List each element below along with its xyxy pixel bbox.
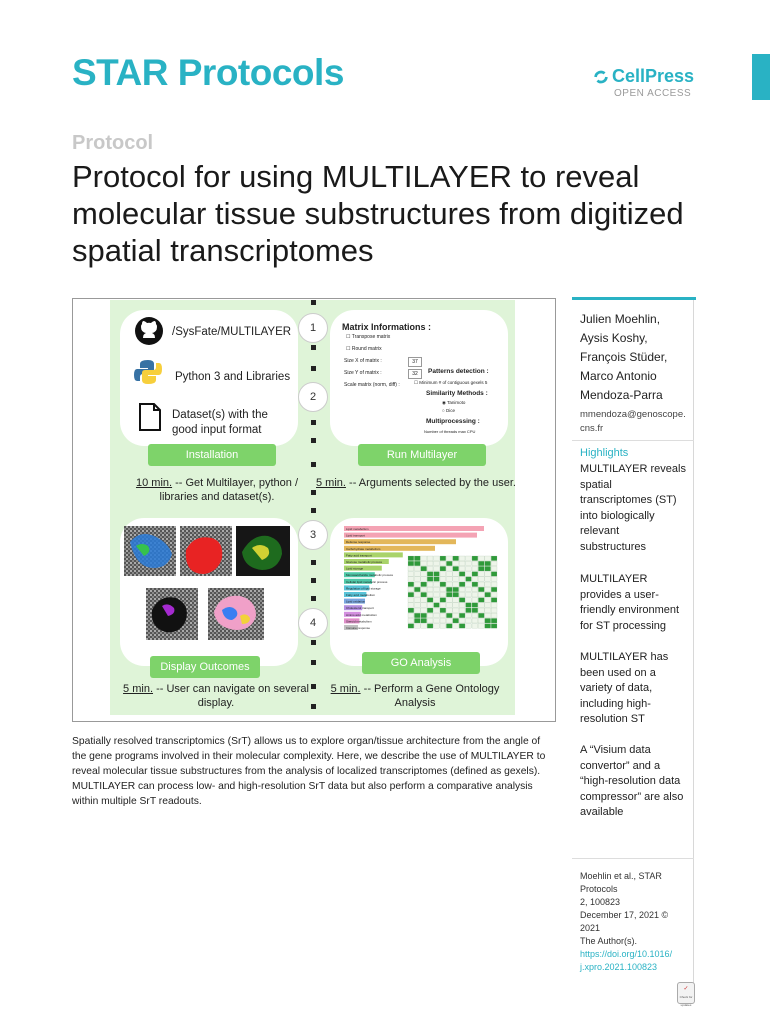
heatmap-cell [453,603,459,608]
heatmap-cell [491,592,497,597]
heatmap-cell [427,598,433,603]
heatmap-cell [434,592,440,597]
heatmap-cell [466,613,472,618]
heatmap-cell [421,561,427,566]
timeline-dot [311,462,316,467]
journal-logo: STAR Protocols [72,52,344,93]
heatmap-cell [491,566,497,571]
go-term-label: Lipid metabolism [346,527,369,531]
threads-label: Number of threads max CPU [424,429,476,434]
heatmap-cell [408,572,414,577]
heatmap-cell [472,598,478,603]
heatmap-cell [434,566,440,571]
heatmap-cell [414,582,420,587]
heatmap-cell [485,582,491,587]
heatmap-cell [472,592,478,597]
go-term-label: Amino acid metabolism [346,612,378,617]
heatmap-cell [427,618,433,623]
doi-link[interactable]: j.xpro.2021.100823 [580,962,658,972]
highlight-3: MULTILAYER has been used on a variety of data, including high- resolution ST [580,651,669,725]
heatmap-cell [408,618,414,623]
heatmap-cell [478,603,484,608]
heatmap-cell [440,577,446,582]
author: Marco Antonio [580,369,657,383]
heatmap-cell [440,603,446,608]
heatmap-cell [421,598,427,603]
heatmap-cell [414,577,420,582]
timeline-dot [311,560,316,565]
heatmap-cell [453,613,459,618]
heatmap-cell [478,582,484,587]
heatmap-cell [440,572,446,577]
heatmap-cell [466,624,472,629]
timeline-dot [311,508,316,513]
heatmap-cell [414,608,420,613]
heatmap-cell [491,561,497,566]
heatmap-cell [466,587,472,592]
brand-bar [752,54,770,100]
publisher-logo [592,66,694,87]
heatmap-cell [414,603,420,608]
display-label: Display Outcomes [150,656,260,678]
heatmap-cell [472,587,478,592]
heatmap-cell [478,618,484,623]
heatmap-cell [459,624,465,629]
heatmap-cell [440,556,446,561]
heatmap-cell [485,624,491,629]
heatmap-cell [485,566,491,571]
corresponding-email[interactable] [580,408,690,436]
heatmap-cell [466,556,472,561]
cellpress-icon [592,68,610,86]
heatmap-cell [466,618,472,623]
opt-round: ☐ Round matrix [346,346,382,352]
heatmap-cell [434,577,440,582]
heatmap-cell [491,613,497,618]
heatmap-cell [453,608,459,613]
heatmap-cell [459,603,465,608]
heatmap-cell [472,572,478,577]
step-3: 3 [298,520,328,550]
author: Aysis Koshy, [580,331,648,345]
article-type: Protocol [72,132,154,154]
heatmap-cell [446,582,452,587]
go-term-label: Defense response [346,540,371,545]
heatmap-cell [427,577,433,582]
install-caption: 10 min. -- Get Multilayer, python / libraries and dataset(s). [135,477,298,503]
heatmap-cell [459,572,465,577]
heatmap-cell [472,608,478,613]
heatmap-cell [427,603,433,608]
heatmap-cell [491,603,497,608]
heatmap-cell [472,613,478,618]
heatmap-cell [434,572,440,577]
min-gexels-label: ☐ Minimum # of contiguous gexels 5 [414,380,488,385]
tissue-maps [122,522,294,644]
heatmap-cell [478,598,484,603]
heatmap-cell [408,561,414,566]
heatmap-cell [453,566,459,571]
heatmap-cell [446,556,452,561]
heatmap-cell [459,613,465,618]
heatmap-cell [459,566,465,571]
heatmap-cell [446,624,452,629]
heatmap-cell [421,592,427,597]
installation-label: Installation [148,444,276,466]
heatmap-cell [453,577,459,582]
heatmap-cell [421,613,427,618]
heatmap-cell [408,598,414,603]
heatmap-cell [427,566,433,571]
opt-dice: ○ Dice [442,408,455,413]
heatmap-cell [446,613,452,618]
repo-label: /SysFate/MULTILAYER [172,326,292,338]
heatmap-cell [459,577,465,582]
heatmap-cell [446,618,452,623]
timeline-dot [311,660,316,665]
abstract: Spatially resolved transcriptomics (SrT) allows us to explore organ/tissue architecture from the angle of the gene programs involved in their molecular complexity. Here, we describe the use of MULTILAYER to reveal molecular tissue substructures from the analysis of localized transcriptomes (defined as gexels). MULTILAYER can process low- and high-resolution SrT data but also perform a comparative analysis within multiple SrT readouts. [72,736,546,807]
heatmap-cell [408,577,414,582]
author: Julien Moehlin, [580,312,661,326]
heatmap-cell [485,587,491,592]
heatmap-cell [485,577,491,582]
opt-tanimoto: ◉ Tanimoto [442,400,466,405]
heatmap-cell [478,592,484,597]
dataset-label-1: Dataset(s) with the [172,409,268,421]
heatmap-cell [466,608,472,613]
python-label: Python 3 and Libraries [175,371,291,383]
go-term-label: Lipid storage [346,566,364,571]
heatmap-cell [434,608,440,613]
size-y-label: Size Y of matrix : [344,370,382,376]
heatmap-cell [446,561,452,566]
heatmap-cell [434,587,440,592]
run-caption: 5 min. -- Arguments selected by the user. [316,477,516,489]
heatmap-cell [421,566,427,571]
heatmap-cell [414,598,420,603]
heatmap-cell [421,618,427,623]
heatmap-cell [414,592,420,597]
go-term-label: Lipid transport [346,533,366,538]
heatmap-cell [491,608,497,613]
heatmap-cell [427,561,433,566]
author: François Stüder, [580,350,668,364]
heatmap-cell [466,572,472,577]
go-term-label: Fatty acid metabolism [346,593,376,597]
heatmap-cell [421,587,427,592]
timeline-dot [311,345,316,350]
size-x-field: 37 [408,357,422,367]
heatmap-cell [446,566,452,571]
heatmap-cell [440,624,446,629]
heatmap-cell [421,577,427,582]
author-list [580,310,667,405]
heatmap-cell [472,618,478,623]
heatmap-cell [408,556,414,561]
multiprocessing-title: Multiprocessing : [426,418,480,425]
heatmap-cell [459,561,465,566]
heatmap-cell [453,618,459,623]
timeline-dot [311,366,316,371]
heatmap-cell [440,566,446,571]
heatmap-cell [440,561,446,566]
heatmap-cell [478,624,484,629]
heatmap-cell [414,618,420,623]
heatmap-cell [421,582,427,587]
heatmap-cell [466,598,472,603]
heatmap-cell [414,572,420,577]
heatmap-cell [408,613,414,618]
heatmap-cell [485,572,491,577]
sidebar-divider [572,440,694,441]
heatmap-cell [421,572,427,577]
heatmap-cell [408,566,414,571]
heatmap-cell [414,566,420,571]
heatmap-cell [485,618,491,623]
heatmap-cell [434,613,440,618]
heatmap-cell [446,577,452,582]
heatmap-cell [459,598,465,603]
sidebar-side-rule [693,300,694,1000]
timeline-dot [311,490,316,495]
heatmap-cell [459,582,465,587]
heatmap-cell [472,561,478,566]
opt-transpose: ☐ Transpose matrix [346,334,391,340]
heatmap-cell [414,624,420,629]
heatmap-cell [491,598,497,603]
heatmap-cell [453,598,459,603]
timeline-dot [311,420,316,425]
heatmap-cell [434,603,440,608]
heatmap-cell [466,603,472,608]
heatmap-cell [466,566,472,571]
go-enrichment-chart [340,522,502,640]
heatmap-cell [414,556,420,561]
heatmap-cell [414,613,420,618]
heatmap-cell [478,577,484,582]
heatmap-cell [472,624,478,629]
heatmap-cell [453,624,459,629]
check-for-updates-badge[interactable]: ✓ Check for updates [677,982,695,1004]
highlights-title: Highlights [580,447,629,459]
heatmap-cell [459,608,465,613]
heatmap-cell [408,587,414,592]
heatmap-cell [485,603,491,608]
step-4: 4 [298,608,328,638]
heatmap-cell [459,587,465,592]
heatmap-cell [485,598,491,603]
heatmap-cell [427,572,433,577]
run-label: Run Multilayer [358,444,486,466]
heatmap-cell [421,556,427,561]
file-icon [138,402,162,432]
python-icon [134,358,162,386]
doi-link[interactable]: https://doi.org/10.1016/ [580,949,673,959]
heatmap-cell [414,561,420,566]
heatmap-cell [472,556,478,561]
heatmap-cell [414,587,420,592]
matrix-info-title: Matrix Informations : [342,322,432,332]
dataset-label-2: good input format [172,424,262,436]
similarity-title: Similarity Methods : [426,390,488,397]
heatmap-cell [453,587,459,592]
heatmap-cell [427,624,433,629]
heatmap-cell [440,587,446,592]
go-caption: 5 min. -- Perform a Gene Ontology Analysis [330,683,500,709]
author: Mendoza-Parra [580,388,663,402]
highlight-2: MULTILAYER provides a user- friendly environment for ST processing [580,573,680,632]
heatmap-cell [427,582,433,587]
heatmap-cell [472,603,478,608]
go-term-label: Monosaccharide metabolic process [346,573,394,578]
timeline-dot [311,596,316,601]
heatmap-cell [453,556,459,561]
heatmap-cell [440,613,446,618]
timeline-dot [311,300,316,305]
heatmap-cell [485,592,491,597]
size-y-field: 32 [408,369,422,379]
heatmap-cell [491,624,497,629]
heatmap-cell [446,587,452,592]
heatmap-cell [446,592,452,597]
heatmap-cell [459,592,465,597]
heatmap-cell [478,587,484,592]
heatmap-cell [485,556,491,561]
heatmap-cell [440,582,446,587]
open-access-label: OPEN ACCESS [614,88,692,99]
heatmap-cell [478,566,484,571]
go-term-label: Steroid metabolism [346,619,372,624]
heatmap-cell [478,608,484,613]
heatmap-cell [446,603,452,608]
heatmap-cell [491,556,497,561]
heatmap-cell [485,608,491,613]
heatmap-cell [478,561,484,566]
heatmap-cell [434,624,440,629]
heatmap-cell [408,624,414,629]
heatmap-cell [440,618,446,623]
go-term-label: Regulation of lipid storage [346,586,381,591]
heatmap-cell [478,556,484,561]
timeline-dot [311,640,316,645]
display-caption: 5 min. -- User can navigate on several display. [123,683,309,709]
size-x-label: Size X of matrix : [344,358,382,364]
highlight-1: MULTILAYER reveals spatial transcriptomes (ST) into biologically relevant substructures [580,463,686,553]
heatmap-cell [453,572,459,577]
heatmap-cell [408,603,414,608]
sidebar-top-rule [572,297,696,300]
heatmap-cell [459,618,465,623]
heatmap-cell [466,577,472,582]
heatmap-cell [408,608,414,613]
heatmap-cell [421,624,427,629]
heatmap-cell [485,561,491,566]
email-line: mmendoza@genoscope. [580,409,686,420]
heatmap-cell [472,566,478,571]
heatmap-cell [446,608,452,613]
go-term-label: Cholesterol transport [346,606,374,611]
scale-label: Scale matrix (norm, diff) : [344,382,400,388]
heatmap-cell [440,598,446,603]
heatmap-cell [421,603,427,608]
heatmap-cell [453,592,459,597]
go-term-label: Immune response [346,626,371,630]
heatmap-cell [491,572,497,577]
heatmap-cell [491,577,497,582]
heatmap-cell [434,582,440,587]
heatmap-cell [440,592,446,597]
heatmap-cell [453,582,459,587]
heatmap-cell [472,577,478,582]
heatmap-cell [427,613,433,618]
heatmap-cell [427,556,433,561]
patterns-title: Patterns detection : [428,368,489,375]
heatmap-cell [434,618,440,623]
github-icon [134,316,164,346]
heatmap-cell [434,556,440,561]
heatmap-cell [491,582,497,587]
timeline-dot [311,684,316,689]
heatmap-cell [466,582,472,587]
heatmap-cell [472,582,478,587]
heatmap-cell [478,613,484,618]
heatmap-cell [466,592,472,597]
publisher-name: CellPress [612,66,695,86]
heatmap-cell [485,613,491,618]
go-term-label: Lipid oxidation [346,599,366,604]
heatmap-cell [491,618,497,623]
heatmap-cell [434,561,440,566]
heatmap-cell [446,572,452,577]
heatmap-cell [421,608,427,613]
article-title: Protocol for using MULTILAYER to reveal molecular tissue substructures from digitized spatial transcriptomes [72,159,684,268]
heatmap-cell [491,587,497,592]
heatmap-cell [440,608,446,613]
heatmap-cell [427,587,433,592]
go-term-label: Carbohydrate metabolism [346,546,381,551]
timeline-dot [311,578,316,583]
timeline-dot [311,704,316,709]
heatmap-cell [434,598,440,603]
go-term-label: Glucose metabolic process [346,560,383,564]
heatmap-cell [427,608,433,613]
timeline-dot [311,438,316,443]
email-line: cns.fr [580,423,604,434]
highlight-4: A “Visium data convertor” and a “high-resolution data compressor” are also available [580,744,684,818]
heatmap-cell [453,561,459,566]
heatmap-cell [446,598,452,603]
heatmap-cell [427,592,433,597]
heatmap-cell [459,556,465,561]
citation: Moehlin et al., STAR Protocols 2, 100823 December 17, 2021 © 2021 The Author(s). https://doi.org/10.1016/ j.xpro.2021.100823 [580,870,690,974]
step-2: 2 [298,382,328,412]
go-term-label: Fatty acid transport [346,553,372,558]
step-1: 1 [298,313,328,343]
heatmap-cell [478,572,484,577]
sidebar-divider [572,858,694,859]
heatmap-cell [408,592,414,597]
go-label: GO Analysis [362,652,480,674]
go-term-label: Cellular lipid metabolic process [346,579,388,584]
heatmap-cell [466,561,472,566]
heatmap-cell [408,582,414,587]
